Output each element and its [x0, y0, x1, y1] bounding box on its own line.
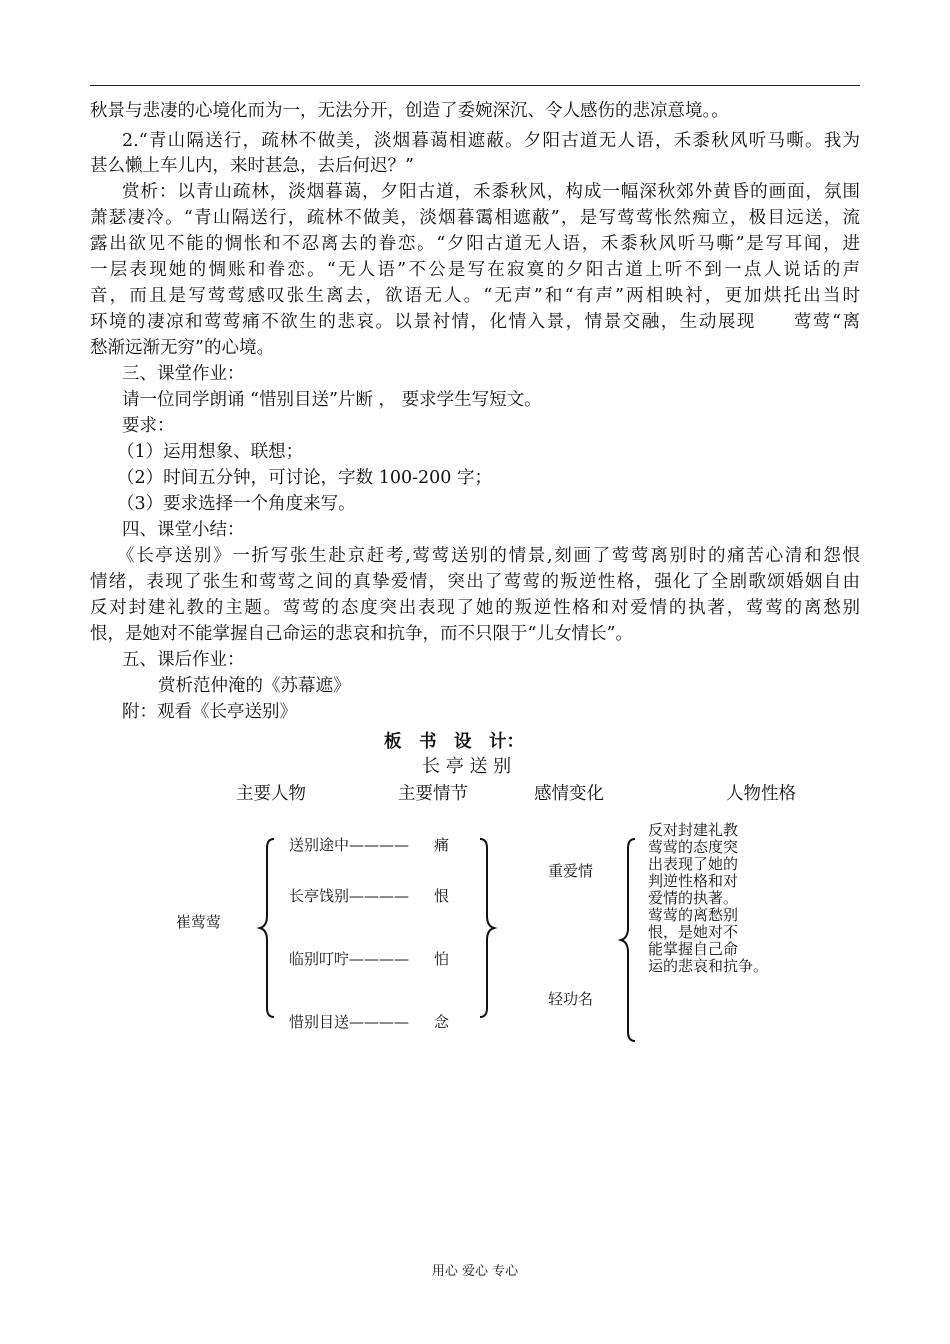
section-heading: 三、课堂作业： [122, 364, 245, 384]
trait-line: 运的悲哀和抗争。 [648, 957, 769, 975]
section-heading: 四、课堂小结： [122, 520, 245, 540]
trait-line: 出表现了她的 [648, 855, 739, 873]
plot-scene: 送别途中———— [289, 836, 410, 854]
text-line: 附：观看《长亭送别》 [122, 702, 297, 722]
board-title: 长 亭 送 别 [422, 756, 512, 777]
list-item: （3）要求选择一个角度来写。 [117, 494, 356, 514]
plot-scene: 长亭饯别———— [289, 887, 410, 905]
text-line: 露出欲见不能的惆怅和不忍离去的眷恋。“夕阳古道无人语，禾黍秋风听马嘶”是写耳闻，进 [90, 234, 860, 254]
traits-brace [619, 838, 639, 1042]
plot-scene: 惜别目送———— [289, 1013, 410, 1031]
plot-emotion: 恨 [434, 887, 450, 905]
trait-line: 能掌握自己命 [648, 940, 739, 958]
trait-line: 恨，是她对不 [648, 923, 739, 941]
column-header: 感情变化 [534, 784, 604, 804]
trait-line: 反对封建礼教 [648, 821, 739, 839]
text-line: 环境的凄凉和莺莺痛不欲生的悲哀。以景衬情，化情入景，情景交融，生动展现 莺莺“离 [90, 312, 860, 332]
text-line: 2.“青山隔送行，疏林不做美，淡烟暮蔼相遮蔽。夕阳古道无人语，禾黍秋风听马嘶。我为 [122, 131, 860, 151]
trait-line: 莺莺的态度突 [648, 838, 739, 856]
text-line: 萧瑟凄冷。“青山隔送行，疏林不做美，淡烟暮霭相遮蔽”，是写莺莺怅然痴立，极目远送，流 [90, 208, 860, 228]
list-item: （1）运用想象、联想； [117, 442, 304, 462]
column-header: 主要人物 [236, 784, 306, 804]
text-line: 甚么懒上车儿内，来时甚急，去后何迟？” [90, 156, 414, 176]
text-line: 赏析范仲淹的《苏幕遮》 [158, 676, 351, 696]
text-line: 秋景与悲凄的心境化而为一，无法分开，创造了委婉深沉、令人感伤的悲凉意境。。 [90, 101, 729, 121]
right-brace [476, 838, 496, 1018]
board-heading: 板 书 设 计： [384, 732, 524, 752]
plot-emotion: 痛 [434, 836, 450, 854]
text-line: 《长亭送别》一折写张生赴京赶考,莺莺送别的情景,刻画了莺莺离别时的痛苦心清和怨恨 [117, 546, 860, 566]
text-line: 要求： [122, 416, 175, 436]
page-footer: 用心 爱心 专心 [431, 1264, 519, 1279]
left-brace [258, 838, 278, 1018]
person-label: 崔莺莺 [176, 913, 222, 931]
header-rule [90, 85, 860, 86]
trait-line: 莺莺的离愁别 [648, 906, 739, 924]
text-line: 反对封建礼教的主题。莺莺的态度突出表现了她的叛逆性格和对爱情的执著，莺莺的离愁别 [90, 598, 860, 618]
text-line: 请一位同学朗诵 “惜别目送”片断 ， 要求学生写短文。 [122, 390, 542, 410]
text-line: 愁渐远渐无穷”的心境。 [90, 338, 274, 358]
text-line: 一层表现她的惆账和眷恋。“无人语”不公是写在寂寞的夕阳古道上听不到一点人说话的声 [90, 260, 860, 280]
plot-emotion: 念 [434, 1013, 450, 1031]
plot-emotion: 怕 [434, 950, 450, 968]
trait-line: 爱情的执著。 [648, 889, 739, 907]
plot-scene: 临别叮咛———— [289, 950, 410, 968]
column-header: 人物性格 [726, 784, 796, 804]
text-line: 音，而且是写莺莺感叹张生离去，欲语无人。“无声”和“有声”两相映衬，更加烘托出当时 [90, 286, 860, 306]
feeling-label: 轻功名 [548, 990, 594, 1008]
text-line: 恨，是她对不能掌握自己命运的悲哀和抗争，而不只限于“儿女情长”。 [90, 624, 633, 644]
list-item: （2）时间五分钟，可讨论，字数 100-200 字； [117, 468, 492, 488]
feeling-label: 重爱情 [548, 862, 594, 880]
trait-line: 判逆性格和对 [648, 872, 739, 890]
text-line: 赏析：以青山疏林，淡烟暮蔼，夕阳古道，禾黍秋风，构成一幅深秋郊外黄昏的画面，氛围 [122, 182, 860, 202]
section-heading: 五、课后作业： [122, 650, 245, 670]
column-header: 主要情节 [398, 784, 468, 804]
text-line: 情绪，表现了张生和莺莺之间的真挚爱情，突出了莺莺的叛逆性格，强化了全剧歌颂婚姻自由 [90, 572, 860, 592]
traits-block [648, 822, 768, 975]
